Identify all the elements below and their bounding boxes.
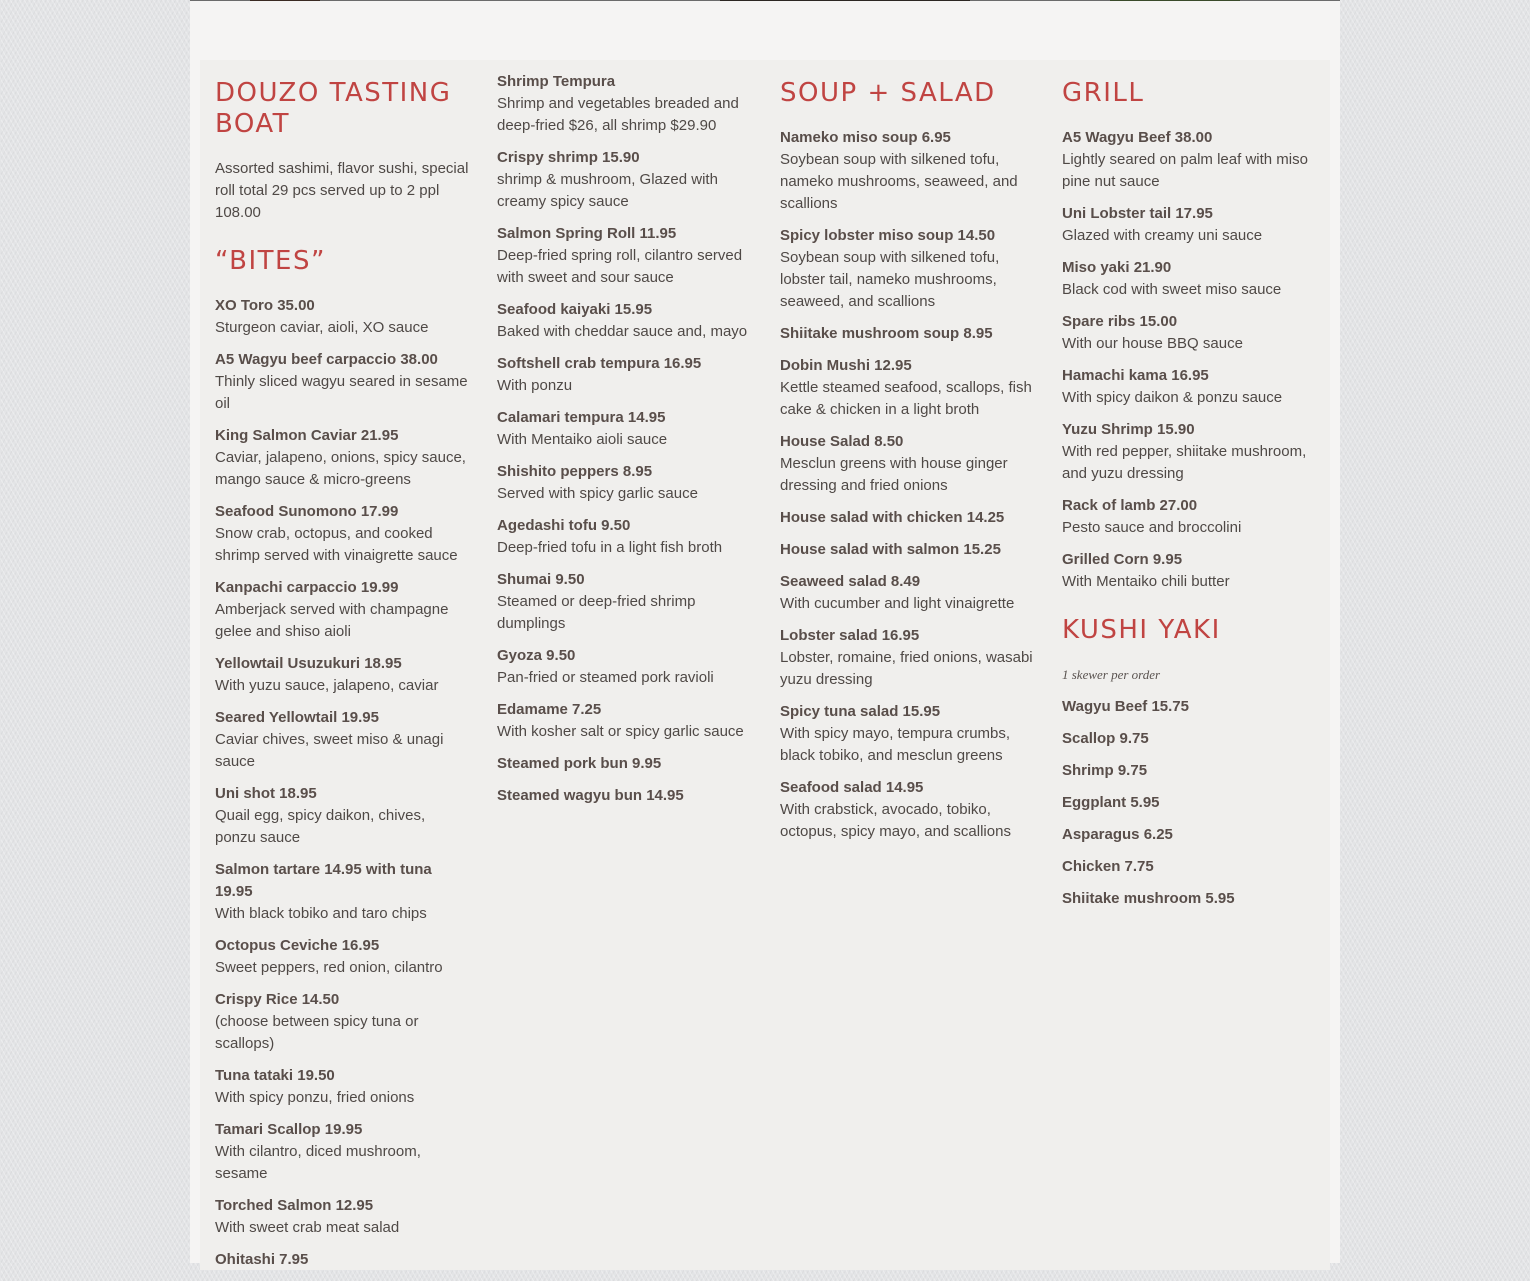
menu-item-name: Seafood Sunomono 17.99	[215, 503, 399, 520]
menu-item-description: Sweet peppers, red onion, cilantro	[215, 959, 443, 976]
menu-item-description: Snow crab, octopus, and cooked shrimp served with vinaigrette sauce	[215, 525, 458, 564]
menu-item	[780, 127, 1035, 215]
menu-item-description: With cucumber and light vinaigrette	[780, 595, 1015, 612]
menu-item-name: Softshell crab tempura 16.95	[497, 355, 702, 372]
menu-item-description: Lobster, romaine, fried onions, wasabi yuzu dressing	[780, 649, 1033, 688]
menu-item	[215, 989, 470, 1055]
menu-item	[215, 1249, 470, 1271]
menu-item-description: Sturgeon caviar, aioli, XO sauce	[215, 319, 429, 336]
menu-item-name: Shrimp 9.75	[1062, 762, 1148, 779]
menu-item-description: Soybean soup with silkened tofu, lobster tail, nameko mushrooms, seaweed, and scallions	[780, 249, 1000, 310]
menu-item	[1062, 127, 1317, 193]
menu-item	[780, 539, 1035, 561]
menu-item-description: With Mentaiko aioli sauce	[497, 431, 668, 448]
header-image-edge-dark	[1110, 0, 1240, 1]
menu-item-description: Steamed or deep-fried shrimp dumplings	[497, 593, 696, 632]
menu-item-name: Shumai 9.50	[497, 571, 585, 588]
menu-item-name: King Salmon Caviar 21.95	[215, 427, 399, 444]
header-image-edge-dark	[720, 0, 970, 1]
menu-item	[1062, 311, 1317, 355]
menu-item	[215, 295, 470, 339]
menu-item	[780, 225, 1035, 313]
menu-item-description: (choose between spicy tuna or scallops)	[215, 1013, 419, 1052]
menu-item-name: Seafood salad 14.95	[780, 779, 924, 796]
menu-item-name: Lobster salad 16.95	[780, 627, 920, 644]
menu-item-description: Quail egg, spicy daikon, chives, ponzu sauce	[215, 807, 426, 846]
menu-item	[497, 785, 752, 807]
menu-item	[780, 323, 1035, 345]
menu-item-name: Yuzu Shrimp 15.90	[1062, 421, 1195, 438]
menu-item-description: Amberjack served with champagne gelee and shiso aioli	[215, 601, 449, 640]
menu-item-name: Gyoza 9.50	[497, 647, 576, 664]
menu-item-name: Rack of lamb 27.00	[1062, 497, 1198, 514]
menu-item	[497, 515, 752, 559]
menu-page	[190, 0, 1340, 1268]
menu-item	[1062, 257, 1317, 301]
menu-item-name: Hamachi kama 16.95	[1062, 367, 1209, 384]
menu-item-name: Seaweed salad 8.49	[780, 573, 921, 590]
menu-item	[780, 625, 1035, 691]
menu-item-name: Spare ribs 15.00	[1062, 313, 1178, 330]
menu-panel	[200, 60, 1330, 1270]
menu-item-description: Caviar chives, sweet miso & unagi sauce	[215, 731, 444, 770]
section-title-grill: GRILL	[1062, 78, 1145, 108]
menu-item-description: shrimp & mushroom, Glazed with creamy spicy sauce	[497, 171, 718, 210]
menu-item	[1062, 203, 1317, 247]
section-title-bites: “BITES”	[215, 246, 326, 276]
menu-item-name: Eggplant 5.95	[1062, 794, 1160, 811]
menu-item	[215, 501, 470, 567]
menu-item-name: Dobin Mushi 12.95	[780, 357, 912, 374]
menu-item-description: With our house BBQ sauce	[1062, 335, 1243, 352]
menu-item	[780, 571, 1035, 615]
menu-item-description: With spicy daikon & ponzu sauce	[1062, 389, 1283, 406]
menu-item-name: Shiitake mushroom 5.95	[1062, 890, 1235, 907]
menu-item-name: Scallop 9.75	[1062, 730, 1149, 747]
menu-item-name: Tuna tataki 19.50	[215, 1067, 335, 1084]
menu-item	[215, 859, 470, 925]
menu-item	[497, 71, 752, 137]
section-title-kushi-yaki: KUSHI YAKI	[1062, 615, 1221, 645]
menu-item-description: Lightly seared on palm leaf with miso pine nut sauce	[1062, 151, 1308, 190]
menu-item-description: With cilantro, diced mushroom, sesame	[215, 1143, 421, 1182]
bites-continued-list	[497, 71, 752, 807]
menu-item	[497, 353, 752, 397]
menu-item-description: With red pepper, shiitake mushroom, and yuzu dressing	[1062, 443, 1307, 482]
menu-item-name: Steamed wagyu bun 14.95	[497, 787, 684, 804]
menu-item	[1062, 888, 1317, 910]
menu-item-description: With Mentaiko chili butter	[1062, 573, 1230, 590]
menu-item-name: Salmon Spring Roll 11.95	[497, 225, 677, 242]
menu-item-name: Uni Lobster tail 17.95	[1062, 205, 1213, 222]
menu-item-name: Yellowtail Usuzukuri 18.95	[215, 655, 402, 672]
menu-item-description: With spicy ponzu, fried onions	[215, 1089, 415, 1106]
menu-item-name: Edamame 7.25	[497, 701, 602, 718]
menu-item-description: With kosher salt or spicy garlic sauce	[497, 723, 744, 740]
menu-column-4	[1062, 78, 1317, 920]
menu-item-description: With crabstick, avocado, tobiko, octopus, spicy mayo, and scallions	[780, 801, 1011, 840]
menu-item-description: Kettle steamed seafood, scallops, fish cake & chicken in a light broth	[780, 379, 1032, 418]
menu-item	[215, 577, 470, 643]
menu-item-name: Steamed pork bun 9.95	[497, 755, 662, 772]
menu-item	[215, 1119, 470, 1185]
menu-item	[780, 701, 1035, 767]
menu-column-1	[215, 78, 470, 1281]
menu-item-name: Shiitake mushroom soup 8.95	[780, 325, 993, 342]
menu-item-name: Shishito peppers 8.95	[497, 463, 653, 480]
menu-item-name: Agedashi tofu 9.50	[497, 517, 631, 534]
menu-item-name: Spicy tuna salad 15.95	[780, 703, 941, 720]
bites-list	[215, 295, 470, 1271]
menu-item	[1062, 824, 1317, 846]
menu-item-description: With yuzu sauce, jalapeno, caviar	[215, 677, 439, 694]
menu-item-description: With black tobiko and taro chips	[215, 905, 427, 922]
menu-item	[497, 299, 752, 343]
section-title-soup-salad: SOUP + SALAD	[780, 78, 996, 108]
menu-item-description: Soybean soup with silkened tofu, nameko mushrooms, seaweed, and scallions	[780, 151, 1018, 212]
menu-item-description: Deep-fried tofu in a light fish broth	[497, 539, 723, 556]
menu-item-description: Mesclun greens with house ginger dressing and fried onions	[780, 455, 1008, 494]
soup-salad-list	[780, 127, 1035, 843]
menu-item-description: Thinly sliced wagyu seared in sesame oil	[215, 373, 468, 412]
kushi-yaki-list	[1062, 696, 1317, 910]
menu-item-name: Calamari tempura 14.95	[497, 409, 666, 426]
menu-item	[215, 1195, 470, 1239]
menu-item	[1062, 728, 1317, 750]
menu-item	[780, 355, 1035, 421]
menu-item-name: Crispy Rice 14.50	[215, 991, 340, 1008]
menu-item-name: Kanpachi carpaccio 19.99	[215, 579, 399, 596]
menu-item-name: A5 Wagyu beef carpaccio 38.00	[215, 351, 438, 368]
menu-item-name: Ohitashi 7.95	[215, 1251, 309, 1268]
menu-item-name: Grilled Corn 9.95	[1062, 551, 1183, 568]
section-title-tasting-boat: DOUZO TASTING BOAT	[215, 78, 452, 139]
menu-item-name: A5 Wagyu Beef 38.00	[1062, 129, 1213, 146]
grill-list	[1062, 127, 1317, 593]
menu-item-description: Glazed with creamy uni sauce	[1062, 227, 1263, 244]
menu-item	[497, 147, 752, 213]
menu-item	[215, 653, 470, 697]
tasting-boat-description: Assorted sashimi, flavor sushi, special roll total 29 pcs served up to 2 ppl 108.00	[215, 160, 469, 221]
menu-item	[1062, 495, 1317, 539]
menu-item-description: Shrimp and vegetables breaded and deep-fried $26, all shrimp $29.90	[497, 95, 739, 134]
menu-item-name: Miso yaki 21.90	[1062, 259, 1172, 276]
menu-item	[215, 935, 470, 979]
menu-item-description: Served with spicy garlic sauce	[497, 485, 698, 502]
menu-item-name: Torched Salmon 12.95	[215, 1197, 374, 1214]
menu-item	[1062, 856, 1317, 878]
menu-item-description: With sweet crab meat salad	[215, 1219, 400, 1236]
menu-item-description: Deep-fried spring roll, cilantro served with sweet and sour sauce	[497, 247, 743, 286]
menu-item	[497, 461, 752, 505]
menu-item	[1062, 760, 1317, 782]
menu-item-description: With spicy mayo, tempura crumbs, black tobiko, and mesclun greens	[780, 725, 1011, 764]
header-image-edge-dark	[250, 0, 320, 1]
menu-item-name: House salad with salmon 15.25	[780, 541, 1001, 558]
menu-item	[497, 569, 752, 635]
menu-item-name: Shrimp Tempura	[497, 73, 616, 90]
menu-item-name: Nameko miso soup 6.95	[780, 129, 951, 146]
menu-column-3	[780, 78, 1035, 853]
menu-item-description: Pesto sauce and broccolini	[1062, 519, 1242, 536]
menu-item	[497, 223, 752, 289]
menu-item-name: Tamari Scallop 19.95	[215, 1121, 363, 1138]
menu-item	[1062, 696, 1317, 718]
menu-item	[215, 425, 470, 491]
menu-item-name: Salmon tartare 14.95 with tuna 19.95	[215, 861, 432, 900]
menu-item	[1062, 365, 1317, 409]
menu-item-description: Baked with cheddar sauce and, mayo	[497, 323, 748, 340]
menu-item	[1062, 792, 1317, 814]
menu-item	[215, 349, 470, 415]
menu-item	[1062, 549, 1317, 593]
menu-column-2	[497, 71, 752, 817]
menu-item	[780, 431, 1035, 497]
menu-item	[780, 507, 1035, 529]
kushi-yaki-note: 1 skewer per order	[1062, 667, 1161, 682]
menu-item	[1062, 419, 1317, 485]
menu-item-name: Crispy shrimp 15.90	[497, 149, 640, 166]
menu-item-name: Seafood kaiyaki 15.95	[497, 301, 653, 318]
menu-item-name: Spicy lobster miso soup 14.50	[780, 227, 996, 244]
menu-item-name: House Salad 8.50	[780, 433, 904, 450]
menu-item-description: Black cod with sweet miso sauce	[1062, 281, 1282, 298]
menu-item-description: With ponzu	[497, 377, 573, 394]
menu-item	[215, 783, 470, 849]
menu-item-name: XO Toro 35.00	[215, 297, 315, 314]
menu-item-description: Pan-fried or steamed pork ravioli	[497, 669, 714, 686]
menu-item	[497, 407, 752, 451]
menu-item-name: Uni shot 18.95	[215, 785, 317, 802]
menu-item-name: House salad with chicken 14.25	[780, 509, 1005, 526]
menu-item	[497, 699, 752, 743]
menu-item	[215, 1065, 470, 1109]
menu-item	[497, 645, 752, 689]
menu-item-name: Octopus Ceviche 16.95	[215, 937, 380, 954]
menu-item-name: Chicken 7.75	[1062, 858, 1154, 875]
menu-item	[780, 777, 1035, 843]
menu-item-description: Caviar, jalapeno, onions, spicy sauce, mango sauce & micro-greens	[215, 449, 466, 488]
menu-item-name: Asparagus 6.25	[1062, 826, 1173, 843]
menu-item	[497, 753, 752, 775]
menu-item-name: Wagyu Beef 15.75	[1062, 698, 1189, 715]
menu-item-name: Seared Yellowtail 19.95	[215, 709, 379, 726]
menu-item	[215, 707, 470, 773]
